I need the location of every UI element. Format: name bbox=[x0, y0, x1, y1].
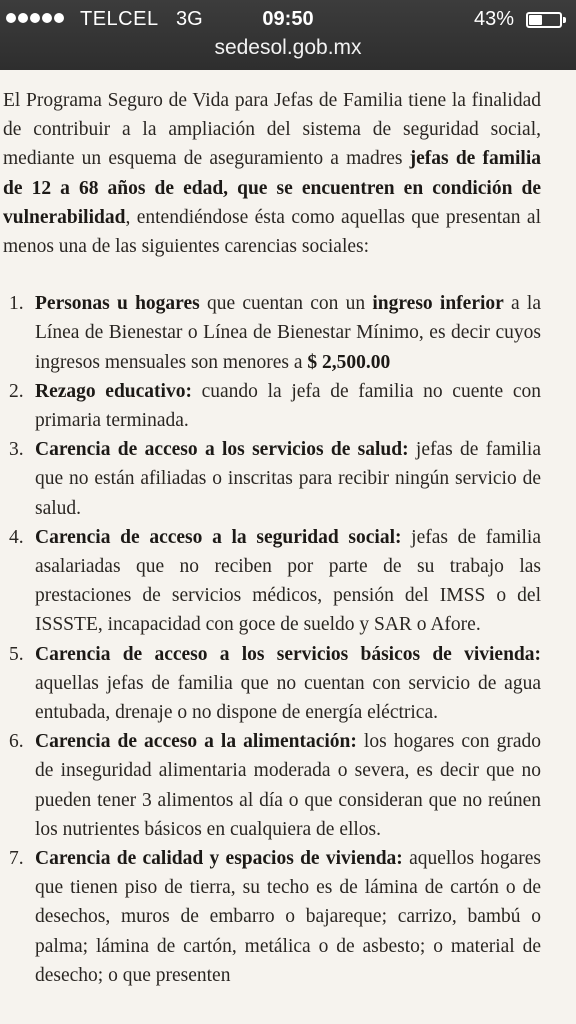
text-run: cuando la jefa de familia no cuente con primaria terminada. bbox=[35, 380, 541, 432]
text-run: jefas de familia asalariadas que no reciben por parte de su trabajo las prestaciones de servicios médicos, pensión del IMSS o del ISSSTE, incapacidad con goce de sueldo y SAR o Afore. bbox=[35, 526, 541, 636]
text-run: aquellos hogares que tienen piso de tierra, su techo es de lámina de cartón o de desechos, muros de embarro o bajareque; carrizo, bambú o palma; lámina de cartón, metálica o de asbesto; o material de desecho; o que presenten bbox=[35, 848, 541, 986]
status-bar bbox=[0, 6, 576, 32]
bold-text-run: Rezago educativo: bbox=[35, 380, 192, 402]
list-item-number: 5. bbox=[9, 643, 24, 665]
list-item-number: 6. bbox=[9, 731, 24, 753]
list-item bbox=[3, 727, 541, 844]
article-content bbox=[3, 86, 541, 990]
bold-text-run: jefas de familia de 12 a 68 años de edad, que se encuentren en condición de vulnerabilidad bbox=[3, 148, 542, 228]
social-deprivation-list bbox=[3, 289, 541, 990]
list-item-number: 2. bbox=[9, 380, 24, 402]
intro-paragraph bbox=[3, 86, 541, 261]
list-item-number: 4. bbox=[9, 526, 24, 548]
battery-level-fill bbox=[529, 15, 542, 25]
carrier-name: TELCEL bbox=[80, 8, 159, 30]
list-item bbox=[3, 289, 541, 377]
browser-top-bar bbox=[0, 0, 576, 70]
text-run: a la Línea de Bienestar o Línea de Bienestar Mínimo, es decir cuyos ingresos mensuales son menores a bbox=[35, 293, 541, 373]
list-item bbox=[3, 640, 541, 728]
battery-percentage: 43% bbox=[473, 8, 514, 30]
list-item bbox=[3, 435, 541, 523]
bold-text-run: Carencia de acceso a los servicios básicos de vivienda: bbox=[35, 643, 541, 665]
list-item-number: 7. bbox=[9, 848, 24, 870]
bold-text-run: Carencia de acceso a los servicios de salud: bbox=[35, 439, 409, 461]
network-type: 3G bbox=[176, 8, 203, 30]
text-run: que cuentan con un bbox=[199, 293, 373, 315]
bold-text-run: $ 2,500.00 bbox=[307, 351, 391, 373]
list-item-number: 3. bbox=[9, 439, 24, 461]
bold-text-run: Carencia de acceso a la alimentación: bbox=[35, 731, 357, 753]
bold-text-run: ingreso inferior bbox=[372, 293, 504, 315]
list-item bbox=[3, 377, 541, 435]
list-item bbox=[3, 523, 541, 640]
list-item bbox=[3, 844, 541, 990]
bold-text-run: Personas u hogares bbox=[35, 293, 200, 315]
text-run: aquellas jefas de familia que no cuentan con servicio de agua entubada, drenaje o no dispone de energía eléctrica. bbox=[35, 672, 541, 724]
clock: 09:50 bbox=[262, 8, 314, 30]
text-run: los hogares con grado de inseguridad alimentaria moderada o severa, es decir que no pueden tener 3 alimentos al día o que consideran que no reúnen los nutrientes básicos en cualquiera de ellos. bbox=[35, 731, 541, 840]
bold-text-run: Carencia de acceso a la seguridad social: bbox=[35, 526, 402, 548]
text-run: El Programa Seguro de Vida para Jefas de Familia tiene la finalidad de contribuir a la ampliación del sistema de seguridad social, mediante un esquema de aseguramiento a madres bbox=[3, 90, 541, 170]
battery-icon bbox=[526, 12, 562, 28]
bold-text-run: Carencia de calidad y espacios de vivienda: bbox=[35, 848, 403, 870]
text-run: , entendiéndose ésta como aquellas que presentan al menos una de las siguientes carencias sociales: bbox=[3, 206, 541, 258]
text-run: jefas de familia que no están afiliadas o inscritas para recibir ningún servicio de salud. bbox=[35, 439, 541, 519]
address-bar[interactable]: sedesol.gob.mx bbox=[214, 36, 362, 59]
list-item-number: 1. bbox=[9, 293, 24, 315]
